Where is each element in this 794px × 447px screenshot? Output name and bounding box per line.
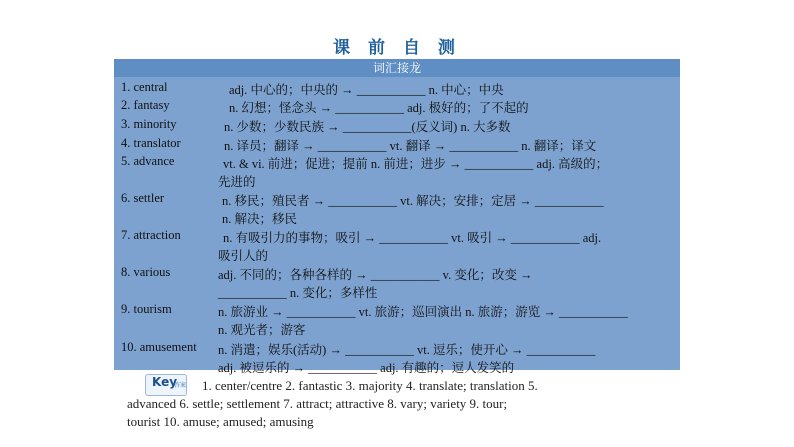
vocab-definition-cont: ___________ n. 变化；多样性 — [218, 286, 378, 300]
answer-line: advanced 6. settle; settlement 7. attract; attractive 8. vary; variety 9. tour; — [127, 396, 508, 411]
vocab-definition: adj. 不同的；各种各样的 → ___________ v. 变化；改变 → — [218, 268, 533, 282]
vocab-definition: n. 幻想；怪念头 → ___________ adj. 极好的；了不起的 — [229, 101, 529, 115]
vocab-definition: n. 旅游业 → ___________ vt. 旅游；巡回演出 n. 旅游；游览 → ___________ — [218, 305, 628, 319]
vocab-word: 9. tourism — [121, 302, 172, 316]
answer-line: tourist 10. amuse; amused; amusing — [127, 414, 314, 429]
vocab-definition: n. 有吸引力的事物；吸引 → ___________ vt. 吸引 → ___________ adj. — [223, 231, 602, 245]
vocab-definition: n. 少数；少数民族 → ___________(反义词) n. 大多数 — [224, 120, 511, 134]
vocab-word: 4. translator — [121, 136, 181, 150]
vocab-word: 3. minority — [121, 117, 177, 131]
page-title: 课 前 自 测 — [333, 38, 461, 58]
vocab-word: 2. fantasy — [121, 98, 170, 112]
vocab-definition: n. 消遣；娱乐(活动) → ___________ vt. 逗乐；使开心 → ___________ — [218, 343, 596, 357]
vocab-word: 1. central — [121, 80, 168, 94]
vocab-definition-cont: 先进的 — [218, 175, 256, 189]
key-badge — [145, 374, 187, 396]
vocab-word: 10. amusement — [121, 340, 197, 354]
vocab-word: 7. attraction — [121, 228, 181, 242]
vocab-word: 8. various — [121, 265, 171, 279]
panel-header: 词汇接龙 — [114, 59, 680, 77]
vocab-word: 5. advance — [121, 154, 175, 168]
vocab-definition-cont: n. 观光者；游客 — [218, 323, 306, 337]
vocab-definition: vt. & vi. 前进；促进；提前 n. 前进；进步 → ___________ adj. 高级的； — [223, 157, 609, 171]
answer-line: 1. center/centre 2. fantastic 3. majority 4. translate; translation 5. — [202, 378, 538, 393]
vocab-definition: adj. 中心的；中央的 → ___________ n. 中心；中央 — [229, 83, 504, 97]
vocab-definition-cont: adj. 被逗乐的 → ___________ adj. 有趣的；逗人发笑的 — [218, 361, 515, 375]
vocab-definition: n. 移民；殖民者 → ___________ vt. 解决；安排；定居 → ___________ — [222, 194, 604, 208]
vocab-definition: n. 译员；翻译 → ___________ vt. 翻译 → ___________ n. 翻译；译文 — [224, 139, 597, 153]
key-label: Key — [152, 375, 178, 389]
vocab-word: 6. settler — [121, 191, 165, 205]
vocab-definition-cont: 吸引人的 — [218, 249, 269, 263]
vocab-definition-cont: n. 解决；移民 — [222, 212, 298, 226]
key-sub-label: 答案 — [174, 382, 187, 389]
